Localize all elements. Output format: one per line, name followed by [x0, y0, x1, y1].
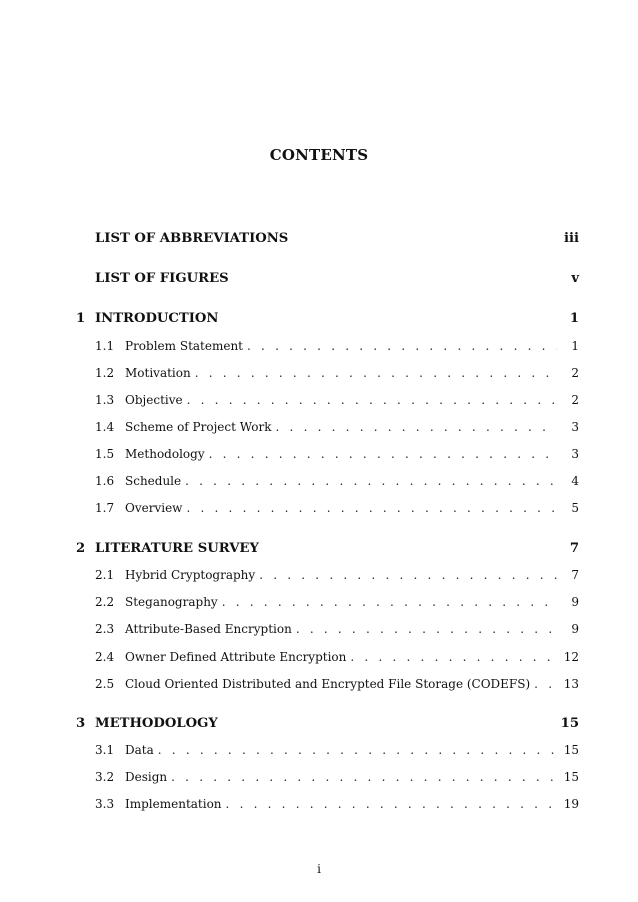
dot-leader [350, 650, 555, 664]
toc-section-entry[interactable] [76, 474, 579, 488]
toc-entry-title: INTRODUCTION [95, 311, 219, 326]
page-number: i [317, 862, 321, 876]
toc-entry-title: Implementation [125, 797, 222, 811]
toc-chapter-entry[interactable] [76, 716, 579, 731]
toc-entry-title: Attribute-Based Encryption [125, 622, 292, 636]
toc-chapter-entry[interactable] [76, 541, 579, 556]
toc-entry-number: 1.2 [95, 366, 115, 380]
toc-chapter-entry[interactable] [76, 271, 579, 286]
dot-leader [534, 677, 556, 691]
toc-entry-title: Data [125, 743, 154, 757]
toc-entry-number: 1 [76, 311, 86, 326]
toc-entry-title: Steganography [125, 595, 218, 609]
toc-entry-title: Methodology [125, 447, 205, 461]
toc-entry-page: 15 [560, 716, 579, 731]
toc-entry-number: 1.7 [95, 501, 115, 515]
dot-leader [226, 797, 556, 811]
toc-entry-number: 1.1 [95, 339, 115, 353]
dot-leader [296, 622, 557, 636]
toc-entry-title: LIST OF ABBREVIATIONS [95, 231, 289, 246]
toc-section-entry[interactable] [76, 743, 579, 757]
toc-entry-title: Cloud Oriented Distributed and Encrypted File Storage (CODEFS) [125, 677, 531, 691]
toc-entry-number: 3.1 [95, 743, 115, 757]
toc-entry-number: 1.4 [95, 420, 115, 434]
toc-chapter-entry[interactable] [76, 231, 579, 246]
toc-entry-number: 2.2 [95, 595, 115, 609]
toc-entry-title: METHODOLOGY [95, 716, 218, 731]
toc-entry-page: 12 [563, 650, 579, 664]
page-title: CONTENTS [269, 146, 369, 164]
toc-entry-number: 2.3 [95, 622, 115, 636]
toc-section-entry[interactable] [76, 595, 579, 609]
toc-entry-title: Schedule [125, 474, 182, 488]
dot-leader [185, 474, 557, 488]
toc-entry-title: Problem Statement [125, 339, 244, 353]
dot-leader [259, 568, 557, 582]
toc-entry-number: 1.3 [95, 393, 115, 407]
toc-section-entry[interactable] [76, 420, 579, 434]
dot-leader [222, 595, 557, 609]
toc-entry-page: v [571, 271, 579, 286]
toc-entry-number: 2 [76, 541, 86, 556]
toc-chapter-entry[interactable] [76, 311, 579, 326]
toc-entry-number: 3 [76, 716, 86, 731]
toc-entry-number: 2.4 [95, 650, 115, 664]
toc-entry-number: 2.5 [95, 677, 115, 691]
toc-entry-number: 3.3 [95, 797, 115, 811]
toc-entry-title: Overview [125, 501, 183, 515]
toc-entry-title: Hybrid Cryptography [125, 568, 256, 582]
toc-entry-title: LIST OF FIGURES [95, 271, 229, 286]
dot-leader [186, 501, 557, 515]
toc-entry-title: LITERATURE SURVEY [95, 541, 259, 556]
dot-leader [195, 366, 557, 380]
dot-leader [247, 339, 557, 353]
toc-section-entry[interactable] [76, 393, 579, 407]
toc-entry-title: Motivation [125, 366, 191, 380]
dot-leader [209, 447, 557, 461]
toc-section-entry[interactable] [76, 339, 579, 353]
toc-entry-number: 2.1 [95, 568, 115, 582]
toc-section-entry[interactable] [76, 501, 579, 515]
dot-leader [158, 743, 556, 757]
toc-entry-page: 3 [571, 447, 579, 461]
toc-entry-page: 2 [571, 393, 579, 407]
dot-leader [171, 770, 556, 784]
toc-section-entry[interactable] [76, 677, 579, 691]
toc-entry-page: 7 [571, 568, 579, 582]
toc-entry-page: 4 [571, 474, 579, 488]
toc-section-entry[interactable] [76, 770, 579, 784]
toc-entry-title: Objective [125, 393, 183, 407]
toc-entry-page: 5 [571, 501, 579, 515]
toc-entry-page: 3 [571, 420, 579, 434]
toc-entry-page: iii [563, 231, 579, 246]
toc-entry-page: 9 [571, 595, 579, 609]
toc-section-entry[interactable] [76, 366, 579, 380]
toc-entry-title: Design [125, 770, 168, 784]
toc-entry-number: 1.5 [95, 447, 115, 461]
toc-entry-page: 15 [563, 770, 579, 784]
toc-section-entry[interactable] [76, 447, 579, 461]
toc-entry-page: 2 [571, 366, 579, 380]
toc-entry-page: 7 [569, 541, 579, 556]
dot-leader [187, 393, 557, 407]
toc-entry-page: 15 [563, 743, 579, 757]
toc-section-entry[interactable] [76, 568, 579, 582]
toc-entry-page: 9 [571, 622, 579, 636]
toc-entry-number: 3.2 [95, 770, 115, 784]
toc-entry-number: 1.6 [95, 474, 115, 488]
toc-entry-page: 1 [569, 311, 579, 326]
toc-entry-page: 1 [571, 339, 579, 353]
toc-entry-page: 13 [563, 677, 579, 691]
toc-section-entry[interactable] [76, 622, 579, 636]
dot-leader [276, 420, 557, 434]
toc-section-entry[interactable] [76, 650, 579, 664]
toc-entry-page: 19 [563, 797, 579, 811]
toc-section-entry[interactable] [76, 797, 579, 811]
toc-entry-title: Scheme of Project Work [125, 420, 272, 434]
toc-entry-title: Owner Defined Attribute Encryption [125, 650, 347, 664]
